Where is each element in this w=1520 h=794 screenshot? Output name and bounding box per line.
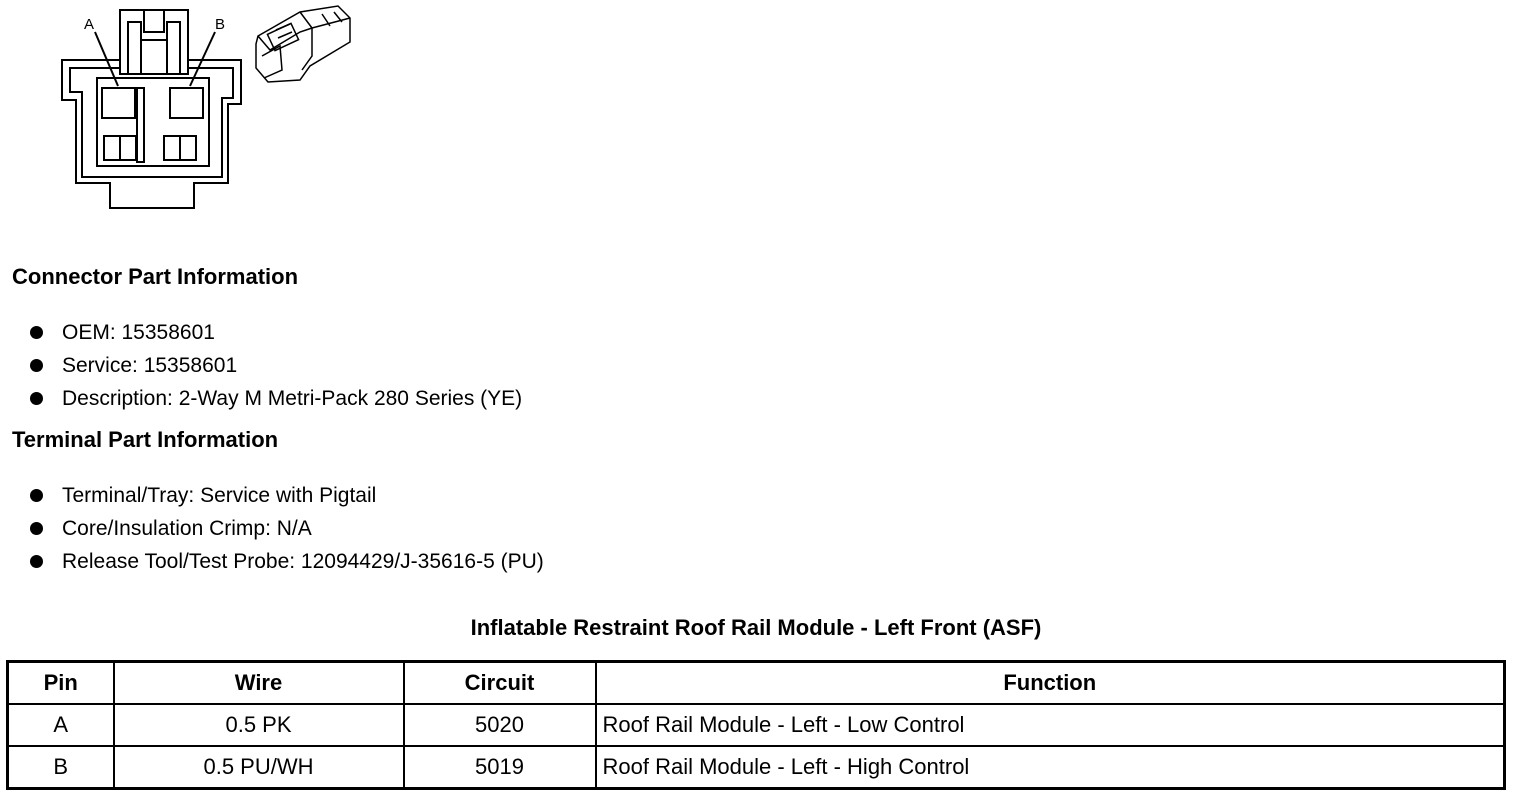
cell-wire: 0.5 PK <box>114 704 404 746</box>
list-item <box>28 382 522 415</box>
table-row <box>8 704 1505 746</box>
bullet-icon <box>30 522 43 535</box>
header-wire: Wire <box>114 662 404 705</box>
bullet-icon <box>30 489 43 502</box>
header-function: Function <box>596 662 1505 705</box>
list-item <box>28 316 522 349</box>
list-item <box>28 545 544 578</box>
pin-b-label: B <box>215 16 226 33</box>
cell-wire: 0.5 PU/WH <box>114 746 404 789</box>
pin-a-label: A <box>84 16 95 33</box>
bullet-icon <box>30 555 43 568</box>
terminal-b <box>170 88 203 118</box>
table-row <box>8 746 1505 789</box>
bullet-icon <box>30 326 43 339</box>
connector-info-list <box>28 316 522 415</box>
list-item <box>28 512 544 545</box>
cell-pin: A <box>8 704 114 746</box>
connector-diagram <box>0 0 400 225</box>
connector-info-title: Connector Part Information <box>12 264 299 289</box>
bullet-icon <box>30 392 43 405</box>
connector-3d-view <box>256 6 350 82</box>
terminal-info-list <box>28 479 544 578</box>
connector-divider <box>137 88 144 162</box>
table-header-row <box>8 662 1505 705</box>
connector-oem: OEM: 15358601 <box>62 321 215 344</box>
cell-pin: B <box>8 746 114 789</box>
terminal-info-title: Terminal Part Information <box>12 427 279 452</box>
connector-outline <box>62 60 241 208</box>
terminal-crimp: Core/Insulation Crimp: N/A <box>62 517 312 540</box>
terminal-a <box>102 88 135 118</box>
cell-function: Roof Rail Module - Left - Low Control <box>596 704 1505 746</box>
bullet-icon <box>30 359 43 372</box>
cell-circuit: 5020 <box>404 704 596 746</box>
connector-description: Description: 2-Way M Metri-Pack 280 Series (YE) <box>62 387 523 410</box>
table-title: Inflatable Restraint Roof Rail Module - Left Front (ASF) <box>470 615 1042 640</box>
terminal-release-tool: Release Tool/Test Probe: 12094429/J-35616-5 (PU) <box>62 550 544 573</box>
cell-circuit: 5019 <box>404 746 596 789</box>
pinout-table <box>6 660 1506 790</box>
connector-latch <box>120 10 188 74</box>
list-item <box>28 349 522 382</box>
terminal-tray: Terminal/Tray: Service with Pigtail <box>62 484 377 507</box>
connector-cavity <box>97 78 209 166</box>
header-pin: Pin <box>8 662 114 705</box>
connector-service: Service: 15358601 <box>62 354 238 377</box>
cell-function: Roof Rail Module - Left - High Control <box>596 746 1505 789</box>
list-item <box>28 479 544 512</box>
header-circuit: Circuit <box>404 662 596 705</box>
